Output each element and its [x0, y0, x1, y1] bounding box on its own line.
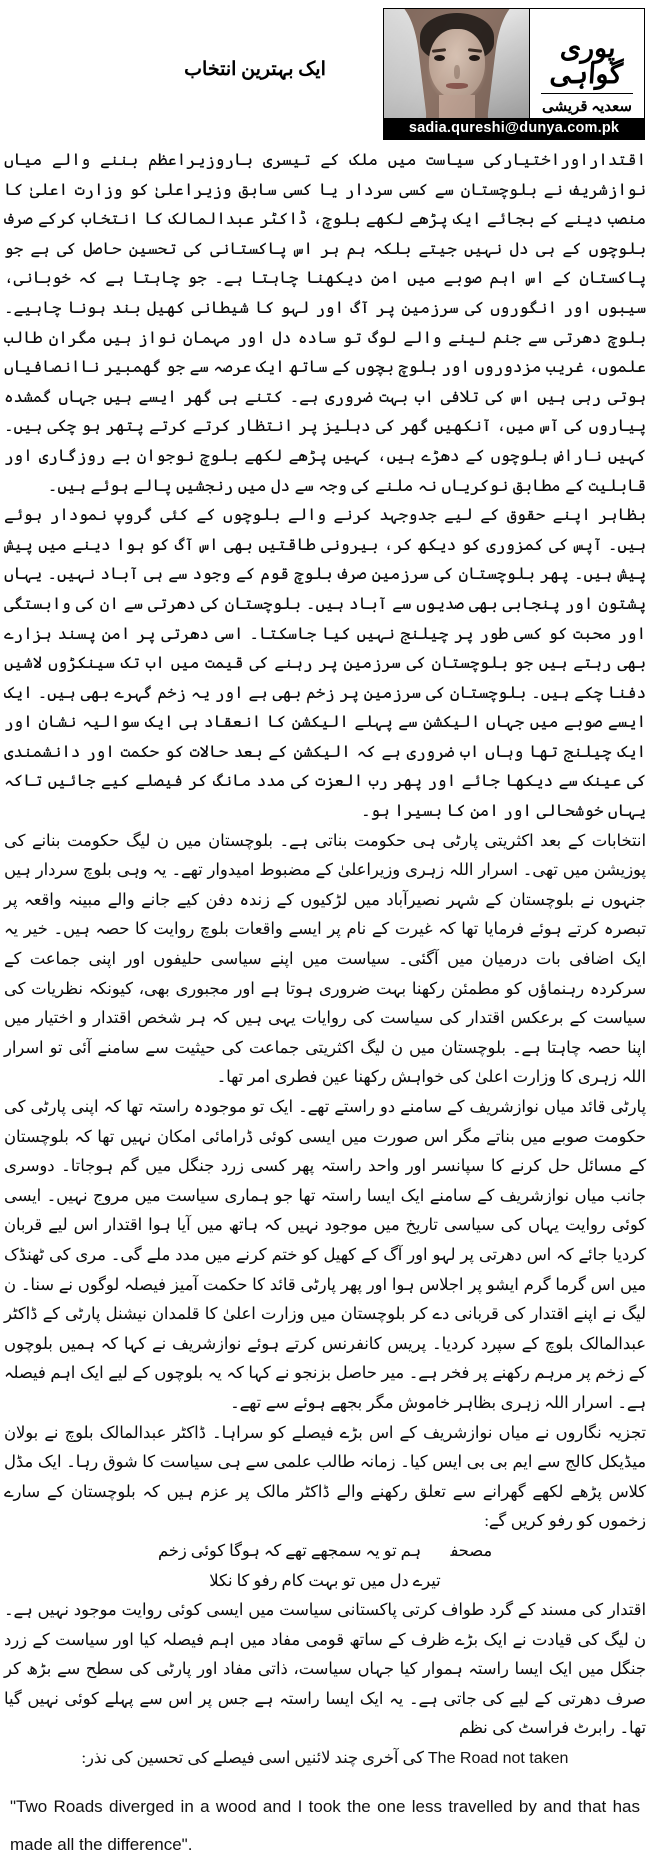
paragraph: اقتدار کی مسند کے گرد طواف کرتی پاکستانی سیاست میں ایسی کوئی روایت موجود نہیں ہے۔ ن لیگ کی قیادت نے ایک بڑے ظرف کے ساتھ قومی مفاد میں اہم فیصلہ کیا اور سیاست کے زرد جنگل میں ایک ایسا راستہ ہموار کیا جہاں سیاست، ذاتی مفاد اور پارٹی کی سطح سے بڑھ کر صرف دھرتی کے لیے کی جاتی ہے۔ یہ ایک ایسا راستہ ہے جس پر اس سے پہلے کوئی نہیں گیا تھا۔ رابرٹ فراسٹ کی نظم — [4, 1600, 646, 1738]
verse-line: مصحفیؔ ہم تو یہ سمجھے تھے کہ ہوگا کوئی زخم — [157, 1540, 493, 1560]
article-body — [4, 145, 646, 1864]
poem-reference-line — [4, 1743, 646, 1774]
verse-line: تیرے دل میں تو بہت کام رفو کا نکلا — [209, 1570, 441, 1590]
column-branding — [529, 9, 644, 119]
paragraph: اقتداراوراختیارکی سیاست میں ملک کے تیسری باروزیراعظم بننے والے میاں نوازشریف نے بلوچستان سے کسی سردار یا کسی سابق وزیراعلیٰ کو وزارت اعلیٰ کا منصب دینے کے بجائے ایک پڑھے لکھے بلوچ، ڈاکٹر عبدالمالک کا انتخاب کرکے صرف بلوچوں کے ہی دل نہیں جیتے بلکہ ہم ہر اس پاکستانی کی تحسین حاصل کی ہے جو پاکستان کے اس اہم صوبے میں امن دیکھنا چاہتا ہے۔ جو چاہتا ہے کہ خوبانی، سیبوں اور انگوروں کی سرزمین پر آگ اور لہو کا شیطانی کھیل بند ہونا چاہیے۔ بلوچ دھرتی سے جنم لینے والے لوگ تو سادہ دل اور مہمان نواز ہیں مگران طالب علموں، غریب مزدوروں اور بلوچ بچوں کے ساتھ ایک عرصہ سے جو گھمبیر ناانصافیاں ہوتی رہی ہیں اس کی تلافی اب بہت ضروری ہے۔ کتنے ہی گھر ایسے ہیں جہاں گمشدہ پیاروں کی آس میں، آنکھیں گھر کی دہلیز پر انتظار کرتے کرتے پتھر ہو چکی ہیں۔ کہیں ناراض بلوچوں کے دھڑے ہیں، کہیں پڑھے لکھے بلوچ نوجوان بے روزگاری اور قابلیت کے مطابق نوکریاں نہ ملنے کی وجہ سے دل میں رنجشیں پالے ہوئے ہیں۔ — [4, 150, 646, 495]
paragraph: تجزیہ نگاروں نے میاں نوازشریف کے اس بڑے فیصلے کو سراہا۔ ڈاکٹر عبدالمالک بلوچ نے بولان میڈیکل کالج سے ایم بی بی ایس کیا۔ زمانہ طالب علمی سے ہی سیاست کا شوق رہا۔ ایک مڈل کلاس پڑھے لکھے گھرانے سے تعلق رکھنے والے ڈاکٹر مالک پر عزم ہیں کہ بلوچستان کے سارے زخموں کو رفو کریں گے: — [4, 1422, 646, 1531]
poem-title: The Road not taken — [427, 1750, 569, 1768]
photo-shading — [384, 9, 530, 119]
poem-reference-suffix: کی آخری چند لائنیں اسی فیصلے کی تحسین کی نذر: — [81, 1748, 424, 1768]
brand-band — [383, 8, 645, 140]
avatar — [384, 9, 530, 119]
english-quote: "Two Roads diverged in a wood and I took the one less travelled by and that has made all the difference". — [10, 1796, 640, 1854]
author-email[interactable]: sadia.qureshi@dunya.com.pk — [384, 118, 644, 139]
paragraph: پارٹی قائد میاں نوازشریف کے سامنے دو راستے تھے۔ ایک تو موجودہ راستہ تھا کہ اپنی پارٹی کی حکومت صوبے میں بناتے مگر اس صورت میں ایسی کوئی ڈرامائی امکان نہیں تھا کہ بلوچستان کے مسائل حل کرنے کا سپانسر اور واحد راستہ پھر کسی زرد جنگل میں گم ہوجاتا۔ دوسری جانب میاں نوازشریف کے سامنے ایک ایسا راستہ تھا جو ہماری سیاست میں مروج نہیں۔ ایسی کوئی روایت یہاں کی سیاسی تاریخ میں موجود نہیں کہ ہاتھ میں آیا ہوا اقتدار اس لیے قربان کردیا جائے کہ اس دھرتی پر لہو اور آگ کے کھیل کو ختم کرنے میں مدد ملے گی۔ مری کی ٹھنڈک میں اس گرما گرم ایشو پر اجلاس ہوا اور پھر پارٹی قائد کا حکمت آمیز فیصلہ لوگوں نے سنا۔ ن لیگ نے اپنے اقتدار کی قربانی دے کر بلوچستان میں وزارت اعلیٰ کا قلمدان نیشنل پارٹی کے ڈاکٹر عبدالمالک بلوچ کے سپرد کردیا۔ پریس کانفرنس کرتے ہوئے نوازشریف نے کہا کہ ہمیں بلوچوں کے زخم پر مرہم رکھنے پر فخر ہے۔ میر حاصل بزنجو نے کہا کہ یہ بلوچوں کے لیے ایک اہم فیصلہ ہے۔ اسرار اللہ زہری بظاہر خاموش مگر بجھے ہوئے سے تھے۔ — [4, 1097, 646, 1412]
paragraph: انتخابات کے بعد اکثریتی پارٹی ہی حکومت بناتی ہے۔ بلوچستان میں ن لیگ حکومت بنانے کی پوزیشن میں تھی۔ اسرار اللہ زہری وزیراعلیٰ کے مضبوط امیدوار تھے۔ یہ وہی بلوچ سردار ہیں جنہوں نے بلوچستان کے شہر نصیرآباد میں لڑکیوں کے زندہ دفن کیے جانے والے مبینہ واقعہ پر تبصرہ کرتے ہوئے فرمایا تھا کہ غیرت کے نام پر ایسے واقعات بلوچ روایت کا حصہ ہیں۔ خیر یہ ایک اضافی بات درمیان میں آگئی۔ سیاست میں اپنے سیاسی حلیفوں اور اپنی جماعت کے سرکردہ رہنماؤں کو مطمئن رکھنا بہت ضروری ہوتا ہے اور مجبوری بھی، کیونکہ نظریات کی سیاست کے برعکس اقتدار کی سیاست کی روایات یہی ہیں کہ ہر شخص اقتدار و اختیار میں اپنا حصہ چاہتا ہے۔ بلوچستان میں ن لیگ اکثریتی جماعت کی حیثیت سے سامنے آئی تو اسرار اللہ زہری کا وزارت اعلیٰ کی خواہش رکھنا عین فطری امر تھا۔ — [4, 830, 646, 1087]
page-title: ایک بہترین انتخاب — [184, 59, 326, 80]
author-name: سعدیہ قریشی — [542, 99, 632, 115]
masthead — [0, 0, 650, 140]
paragraph: بظاہر اپنے حقوق کے لیے جدوجہد کرنے والے بلوچوں کے کئی گروپ نمودار ہوئے ہیں۔ آپس کی کمزوری کو دیکھ کر، بیرونی طاقتیں بھی اس آگ کو ہوا دینے میں پیش پیش ہیں۔ پھر بلوچستان کی سرزمین صرف بلوچ قوم کے وجود سے ہی آباد نہیں۔ یہاں پشتون اور پنجابی بھی صدیوں سے آباد ہیں۔ بلوچستان کی دھرتی سے ان کی وابستگی اور محبت کو کسی طور پر چیلنج نہیں کیا جاسکتا۔ اسی دھرتی پر امن پسند ہزارے بھی رہتے ہیں جو بلوچستان کی سرزمین پر رہنے کی قیمت میں اب تک سینکڑوں لاشیں دفنا چکے ہیں۔ بلوچستان کی سرزمین پر زخم بھی ہے اور یہ زخم گہرے بھی ہیں۔ ایک ایسے صوبے میں جہاں الیکشن سے پہلے الیکشن کا انعقاد ہی ایک سوالیہ نشان اور ایک چیلنج تھا وہاں اب ضروری ہے کہ الیکشن کے بعد حالات کو حکمت اور دانشمندی کی عینک سے دیکھا جائے اور پھر رب العزت کی مدد مانگ کر فیصلے کیے جائیں تاکہ یہاں خوشحالی اور امن کا بسیرا ہو۔ — [4, 505, 646, 821]
column-logo: پوری گواہی — [548, 32, 624, 89]
divider — [541, 93, 633, 94]
